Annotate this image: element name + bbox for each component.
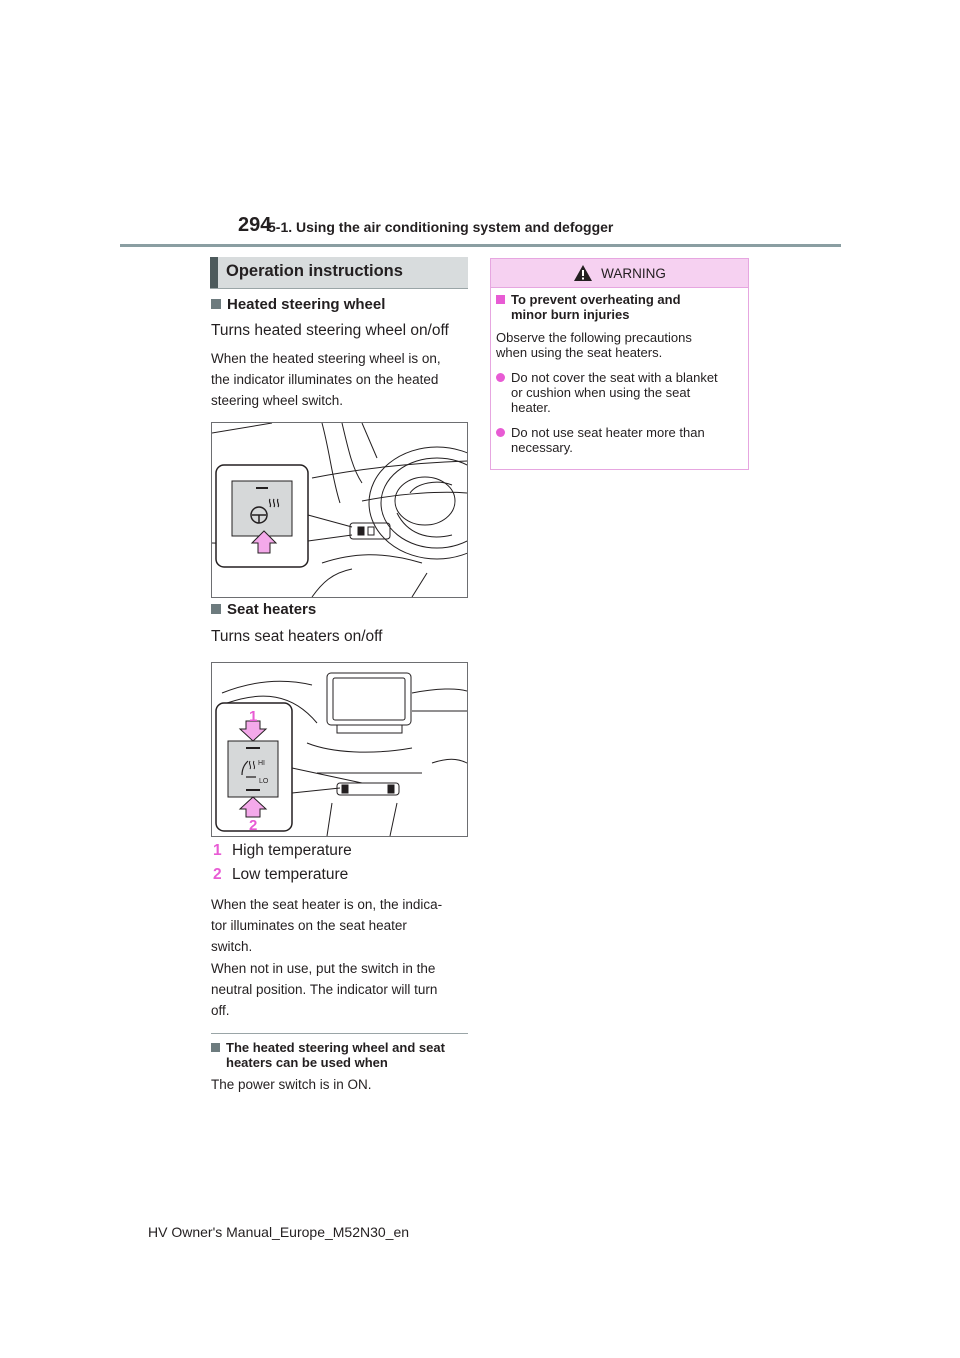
legend-item-high: 1 High temperature [213, 842, 352, 859]
warning-bullet-blanket: Do not cover the seat with a blanket or cushion when using the seat heater. [496, 370, 743, 415]
square-bullet-icon [211, 299, 221, 309]
section-title: 5-1. Using the air conditioning system and defogger [268, 219, 614, 235]
operation-heading-text: Operation instructions [226, 262, 403, 280]
steering-note: When the heated steering wheel is on, the indicator illuminates on the heated steering wheel switch. [211, 351, 441, 408]
steering-instruction: Turns heated steering wheel on/off [211, 322, 449, 339]
bullet-dot-icon [496, 428, 505, 437]
bullet-dot-icon [496, 373, 505, 382]
operation-heading-rule [210, 288, 468, 289]
warning-subtitle: To prevent overheating and minor burn injuries [496, 292, 743, 322]
usage-body: The power switch is in ON. [211, 1077, 372, 1092]
footer-text: HV Owner's Manual_Europe_M52N30_en [148, 1224, 410, 1240]
seat-subheading: Seat heaters [211, 601, 316, 618]
seat-heater-illustration [211, 662, 468, 837]
switch-hi-label: HI [258, 760, 265, 767]
warning-bullet-necessary: Do not use seat heater more than necessary. [496, 425, 743, 455]
warning-triangle-icon [573, 264, 593, 282]
warning-title: WARNING [601, 265, 666, 281]
warning-box [490, 258, 749, 470]
seat-note-indicator: When the seat heater is on, the indica- tor illuminates on the seat heater switch. [211, 897, 443, 954]
square-bullet-icon [496, 295, 505, 304]
seat-instruction: Turns seat heaters on/off [211, 628, 383, 645]
square-bullet-icon [211, 604, 221, 614]
seat-note-neutral: When not in use, put the switch in the neutral position. The indicator will turn off. [211, 961, 438, 1018]
usage-divider [211, 1033, 468, 1034]
legend-item-low: 2 Low temperature [213, 866, 349, 883]
seat-heater-drawing [212, 663, 467, 836]
callout-1: 1 [249, 708, 258, 725]
steering-subheading: Heated steering wheel [211, 296, 385, 313]
steering-wheel-drawing [212, 423, 467, 597]
operation-heading [210, 257, 468, 288]
page-number: 294 [238, 214, 272, 236]
steering-wheel-illustration [211, 422, 468, 598]
callout-2: 2 [249, 817, 258, 834]
square-bullet-icon [211, 1043, 220, 1052]
header-divider [120, 244, 841, 247]
switch-lo-label: LO [259, 778, 269, 785]
usage-subheading: The heated steering wheel and seat heaters can be used when [211, 1040, 471, 1070]
warning-header [491, 259, 748, 288]
warning-intro: Observe the following precautions when using the seat heaters. [496, 330, 692, 360]
